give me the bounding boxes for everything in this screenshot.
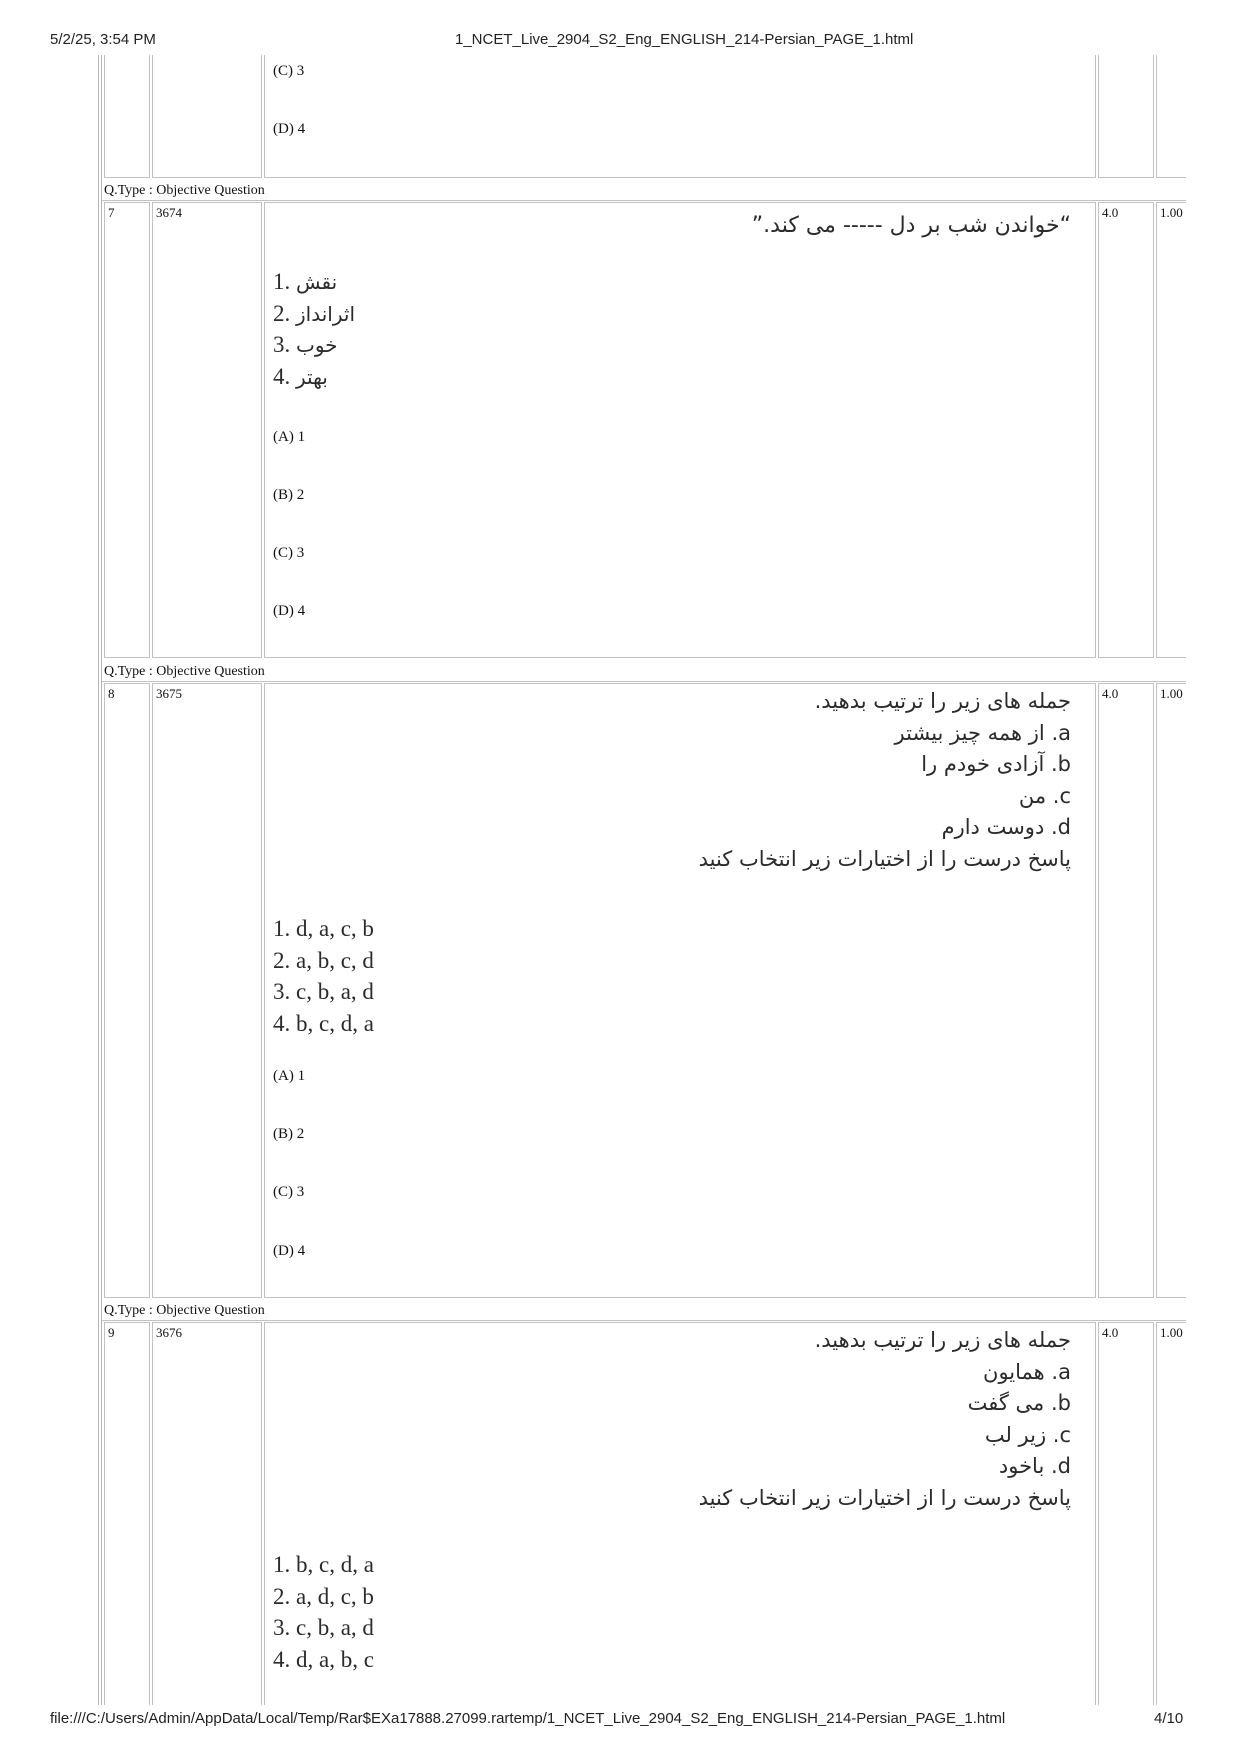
ordering-part-d: d. باخود — [998, 1454, 1071, 1478]
ordering-part-a: a. همایون — [983, 1359, 1071, 1384]
row-divider — [102, 681, 1186, 682]
answer-option-a: (A) 1 — [273, 429, 306, 445]
prev-question-cell — [264, 55, 1096, 178]
option-item: 2. a, d, c, b — [273, 1583, 374, 1609]
row-divider — [102, 200, 1186, 201]
question-id: 3675 — [152, 683, 262, 1298]
option-list — [273, 266, 355, 392]
ordering-part-c: c. زیر لب — [984, 1422, 1071, 1447]
question-body — [264, 1322, 1096, 1705]
print-page-indicator: 4/10 — [1154, 1710, 1184, 1727]
question-body — [264, 683, 1096, 1298]
question-id: 3674 — [152, 202, 262, 658]
question-id: 3676 — [152, 1322, 262, 1705]
question-body — [264, 202, 1096, 658]
option-item: 1. d, a, c, b — [273, 916, 374, 941]
answer-option-d: (D) 4 — [273, 121, 306, 137]
question-stem-block — [699, 1325, 1071, 1514]
frame-left-line — [98, 55, 99, 1705]
ordering-part-a: a. از همه چیز بیشتر — [894, 720, 1071, 745]
prev-marks-cell — [1098, 55, 1154, 178]
question-negative-marks: 1.00 — [1156, 202, 1186, 658]
option-item: 4. d, a, b, c — [273, 1646, 374, 1672]
option-item: 1. نقش — [273, 269, 338, 294]
qtype-label: Q.Type : Objective Question — [104, 1303, 265, 1318]
question-number: 7 — [104, 202, 150, 658]
question-marks: 4.0 — [1098, 683, 1154, 1298]
question-stem: جمله های زیر را ترتیب بدهید. — [814, 689, 1071, 713]
option-item: 4. b, c, d, a — [273, 1010, 374, 1036]
question-negative-marks: 1.00 — [1156, 683, 1186, 1298]
print-file-path: file:///C:/Users/Admin/AppData/Local/Temp/Rar$EXa17888.27099.rartemp/1_NCET_Live_2904_S2_Eng_ENGLISH_214-Persian_PAGE_1.html — [50, 1710, 1006, 1727]
answer-option-a: (A) 1 — [273, 1068, 306, 1084]
question-stem-block — [699, 686, 1071, 875]
answer-option-b: (B) 2 — [273, 487, 305, 503]
question-negative-marks: 1.00 — [1156, 1322, 1186, 1705]
frame-left-line-inner — [101, 55, 102, 1705]
answer-option-d: (D) 4 — [273, 603, 306, 619]
prev-number-cell — [104, 55, 150, 178]
ordering-part-b: b. آزادی خودم را — [921, 752, 1071, 776]
answer-option-c: (C) 3 — [273, 63, 305, 79]
option-item: 1. b, c, d, a — [273, 1552, 374, 1577]
option-item: 3. c, b, a, d — [273, 979, 374, 1004]
print-datetime: 5/2/25, 3:54 PM — [50, 31, 156, 48]
qtype-label: Q.Type : Objective Question — [104, 664, 265, 679]
ordering-part-c: c. من — [1018, 783, 1071, 808]
option-item: 2. a, b, c, d — [273, 947, 374, 973]
question-stem: “خواندن شب بر دل ----- می کند.” — [751, 213, 1071, 238]
answer-option-b: (B) 2 — [273, 1126, 305, 1142]
question-stem: جمله های زیر را ترتیب بدهید. — [814, 1328, 1071, 1352]
prev-id-cell — [152, 55, 262, 178]
print-doc-title: 1_NCET_Live_2904_S2_Eng_ENGLISH_214-Persian_PAGE_1.html — [455, 31, 914, 48]
ordering-part-d: d. دوست دارم — [941, 815, 1071, 839]
question-number: 8 — [104, 683, 150, 1298]
option-item: 2. اثرانداز — [273, 300, 355, 326]
option-list — [273, 913, 374, 1039]
print-header — [0, 31, 1240, 53]
question-number: 9 — [104, 1322, 150, 1705]
option-list — [273, 1549, 374, 1675]
print-footer — [0, 1710, 1240, 1732]
answer-option-c: (C) 3 — [273, 545, 305, 561]
question-marks: 4.0 — [1098, 202, 1154, 658]
question-marks: 4.0 — [1098, 1322, 1154, 1705]
row-divider — [102, 1320, 1186, 1321]
qtype-label: Q.Type : Objective Question — [104, 183, 265, 198]
ordering-part-b: b. می گفت — [967, 1391, 1071, 1415]
option-item: 3. c, b, a, d — [273, 1615, 374, 1640]
question-instruction: پاسخ درست را از اختیارات زیر انتخاب کنید — [698, 1485, 1071, 1510]
option-item: 3. خوب — [273, 332, 338, 357]
answer-option-c: (C) 3 — [273, 1184, 305, 1200]
option-item: 4. بهتر — [273, 363, 328, 389]
question-instruction: پاسخ درست را از اختیارات زیر انتخاب کنید — [698, 846, 1071, 871]
answer-option-d: (D) 4 — [273, 1243, 306, 1259]
prev-negative-cell — [1156, 55, 1186, 178]
